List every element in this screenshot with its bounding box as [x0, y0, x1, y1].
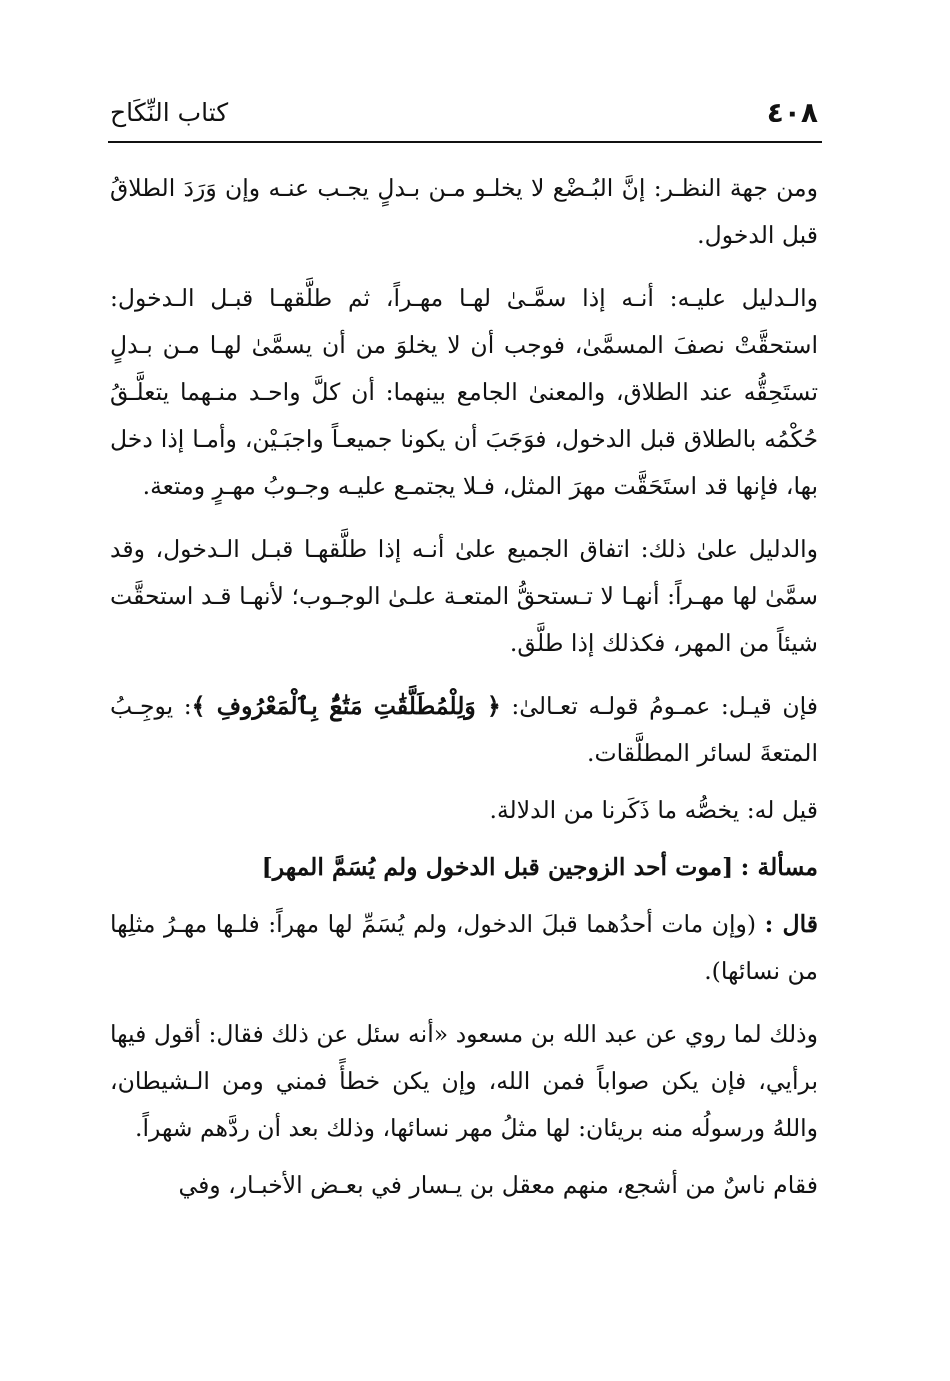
objection-suffix: : يوجِـبُ المتعةَ لسائر المطلَّقات. [110, 692, 818, 767]
header-divider [108, 141, 822, 143]
paragraph-reply: قيل له: يخصُّه ما ذَكَرنا من الدلالة. [489, 796, 818, 824]
masala-label: مسألة : [740, 853, 818, 881]
page-number: ٤٠٨ [766, 96, 818, 129]
paragraph-nazar: ومن جهة النظـر: إنَّ البُـضْع لا يخلـو مـن بـدلٍ يجـب عنـه وإن وَرَدَ الطلاقُ قبل الدخول. [110, 174, 818, 249]
paragraph-ittifaq: والدليل علىٰ ذلك: اتفاق الجميع علىٰ أنـه إذا طلَّقهـا قبـل الـدخول، وقد سمَّىٰ لها مهـراً: أنهـا لا تـستحقُّ المتعـة علـىٰ الوجـوب؛ لأنهـا قـد استحقَّت شيئاً من المهر، فكذلك إذا طلَّق. [110, 535, 818, 657]
quran-verse: ﴿ وَلِلْمُطَلَّقَٰتِ مَتَٰعٌۢ بِٱلْمَعْرُوفِ ﴾ [191, 692, 501, 720]
page-body [110, 165, 818, 1225]
masala-heading [110, 844, 818, 891]
paragraph-ibn-masud: وذلك لما روي عن عبد الله بن مسعود «أنه سئل عن ذلك فقال: أقول فيها برأيي، فإن يكن صواباً فمن الله، وإن يكن خطأً فمني ومن الـشيطان، واللهُ ورسولُه منه بريئان: لها مثلُ مهر نسائها، وذلك بعد أن ردَّهم شهراً. [110, 1020, 818, 1142]
paragraph-objection [110, 683, 818, 777]
paragraph-ashja: فقام ناسٌ من أشجع، منهم معقل بن يـسار في بعـض الأخبـار، وفي [178, 1171, 818, 1199]
masala-title: [موت أحد الزوجين قبل الدخول ولم يُسَمَّ المهر] [261, 853, 734, 881]
page-header [110, 96, 818, 136]
paragraph-dalil: والـدليل عليـه: أنـه إذا سمَّـىٰ لهـا مهـراً، ثم طلَّقهـا قبـل الـدخول: استحقَّتْ نصفَ المسمَّىٰ، فوجب أن لا يخلوَ من أن يسمَّىٰ لهـا مـن بـدلٍ تستَحِقُّه عند الطلاق، والمعنىٰ الجامع بينهما: أن كلَّ واحـد منـهما يتعلَّـقُ حُكْمُه بالطلاق قبل الدخول، فوَجَبَ أن يكونا جميعـاً واجبَـيْن، وأمـا إذا دخل بها، فإنها قد استَحَقَّت مهرَ المثل، فـلا يجتمـع عليـه وجـوبُ مهـرٍ ومتعة. [110, 284, 818, 500]
book-title: كتاب النِّكَاح [110, 98, 229, 127]
paragraph-qal [110, 901, 818, 995]
qal-text: (وإن مات أحدُهما قبلَ الدخول، ولم يُسَمِّ لها مهراً: فلـها مهـرُ مثلِها من نسائها). [110, 910, 818, 985]
qal-label: قال : [764, 910, 818, 938]
objection-prefix: فإن قيـل: عمـومُ قولـه تعـالىٰ: [500, 692, 818, 720]
